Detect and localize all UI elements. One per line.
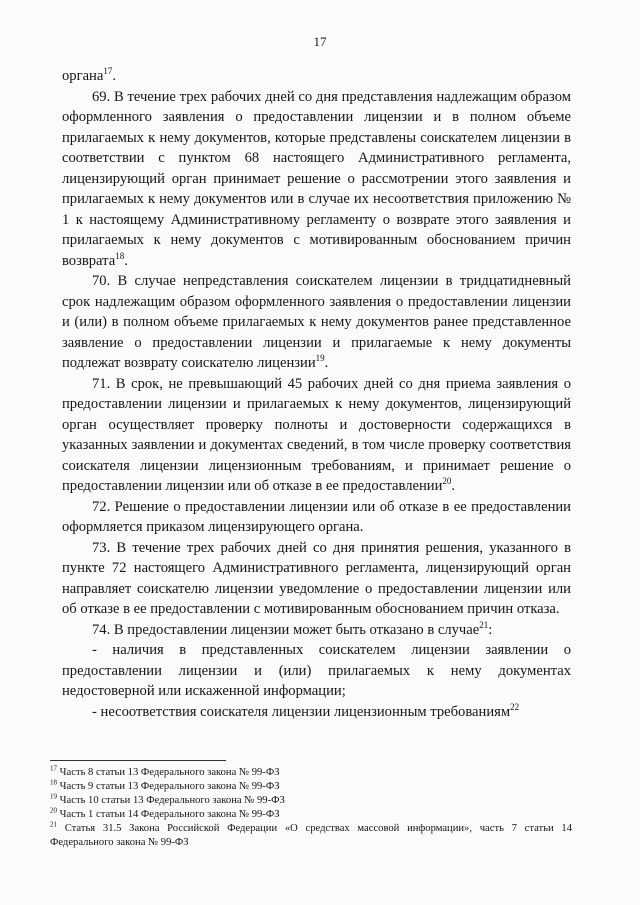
paragraph-74: 74. В предоставлении лицензии может быть отказано в случае$^{21}$: <box>92 619 493 638</box>
footnote-19: $^{19}$ Часть 10 статьи 13 Федерального закона № 99-ФЗ <box>50 792 285 806</box>
paragraph-72: 72. Решение о предоставлении лицензии или об отказе в ее предоставлении оформляется приказом лицензирующего органа. <box>62 498 571 535</box>
paragraph-69: 69. В течение трех рабочих дней со дня представления надлежащим образом оформленного заявления о предоставлении лицензии и в полном объеме прилагаемых к нему документов, которые представлены соискателем лицензии в соответствии с пунктом 68 настоящего Административного регламента, лицензирующий орган принимает решение о рассмотрении этого заявления и прилагаемых к нему документов или в случае их несоответствия приложению № 1 к настоящему Административному регламенту о возврате этого заявления и прилагаемых к нему документов с мотивированным обоснованием причин возврата$^{18}$. <box>62 88 571 269</box>
paragraph-73: 73. В течение трех рабочих дней со дня принятия решения, указанного в пункте 72 настоящего Административного регламента, лицензирующий орган направляет соискателю лицензии уведомление о предоставлении лицензии или об отказе в ее предоставлении с мотивированным обоснованием причин отказа. <box>62 539 571 617</box>
footnote-ref: 22 <box>510 701 520 712</box>
paragraph-71: 71. В срок, не превышающий 45 рабочих дней со дня приема заявления о предоставлении лицензии и прилагаемых к нему документов, лицензирующий орган осуществляет проверку полноты и достоверности содержащихся в указанных заявлении и документах сведений, в том числе проверку соответствия соискателя лицензии лицензионным требованиям, и принимает решение о предоставлении лицензии или об отказе в ее предоставлении$^{20}$. <box>62 375 571 494</box>
footnote-ref: 20 <box>442 476 452 487</box>
paragraph-continuation: органа$^{17}$. <box>62 66 117 84</box>
footnotes <box>50 766 572 850</box>
footnote-17: $^{17}$ Часть 8 статьи 13 Федерального закона № 99-ФЗ <box>50 764 280 778</box>
footnote-ref: 17 <box>103 66 113 77</box>
footnote-ref: 18 <box>115 250 125 261</box>
footnote-20: $^{20}$ Часть 1 статьи 14 Федерального закона № 99-ФЗ <box>50 806 280 820</box>
paragraph-70: 70. В случае непредставления соискателем лицензии в тридцатидневный срок надлежащим образом оформленного заявления о предоставлении лицензии и (или) в полном объеме прилагаемых к нему документов ранее представленное заявление о предоставлении лицензии и прилагаемые к нему документы подлежат возврату соискателю лицензии$^{19}$. <box>62 273 571 371</box>
footnote-divider <box>50 760 226 761</box>
footnote-ref: 21 <box>479 619 489 630</box>
footnote-21: $^{21}$ Статья 31.5 Закона Российской Федерации «О средствах массовой информации», часть 7 статьи 14 Федерального закона № 99-ФЗ <box>50 820 572 848</box>
footnote-18: $^{18}$ Часть 9 статьи 13 Федерального закона № 99-ФЗ <box>50 778 280 792</box>
list-item-invalid-info: - наличия в представленных соискателем лицензии заявлении о предоставлении лицензии и (или) прилагаемых к нему документах недостоверной или искаженной информации; <box>62 642 571 699</box>
list-item-noncompliance: - несоответствия соискателя лицензии лицензионным требованиям$^{22}$ <box>92 701 520 720</box>
page-number: 17 <box>313 34 327 49</box>
document-body <box>62 66 571 722</box>
footnote-ref: 19 <box>315 353 325 364</box>
